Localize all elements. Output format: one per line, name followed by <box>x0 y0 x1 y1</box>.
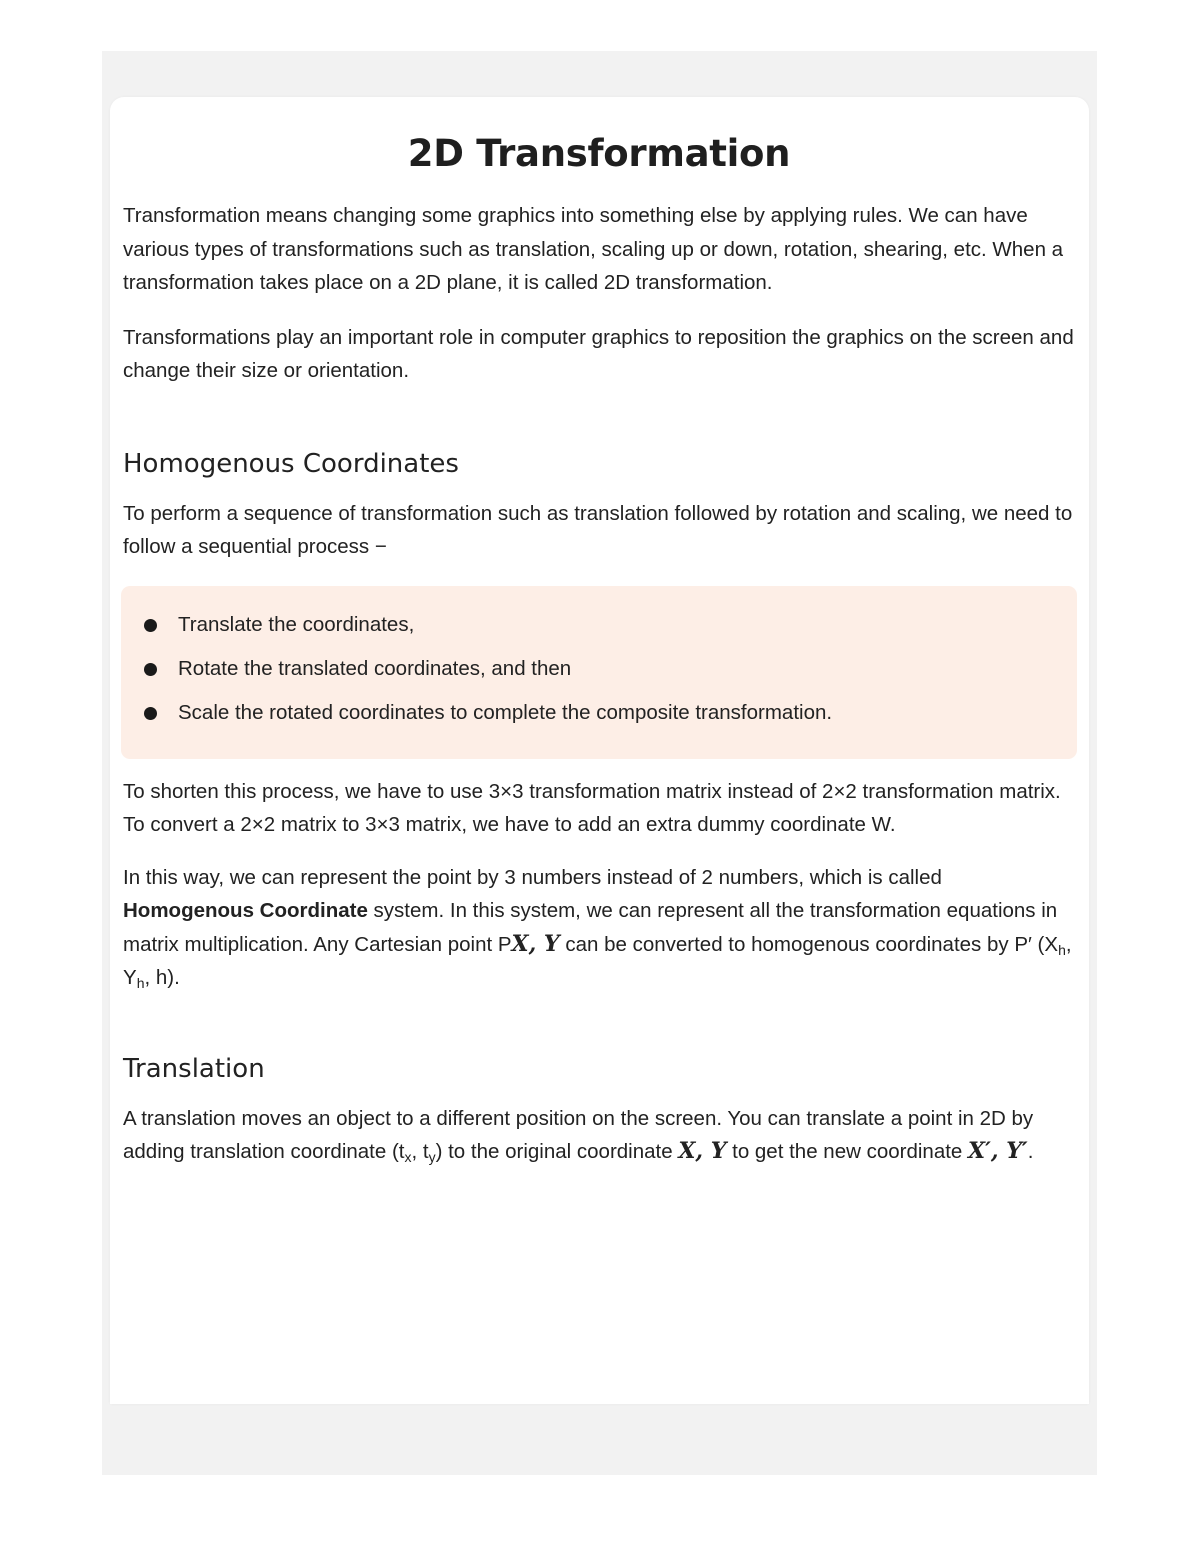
page-title: 2D Transformation <box>407 132 791 175</box>
text-segment: A translation moves an object to a different position on the screen. You can translate a point in 2D by adding translation coordinate (t <box>123 1106 1034 1163</box>
list-item-text: Rotate the translated coordinates, and then <box>178 656 572 680</box>
subscript: h <box>1058 941 1066 958</box>
math-point: X, Y <box>678 1138 727 1164</box>
text-segment: , Y <box>123 932 1072 989</box>
text-segment: to get the new coordinate <box>726 1140 969 1163</box>
intro-paragraph-2: Transformations play an important role in computer graphics to reposition the graphics on the screen and change their size or orientation. <box>123 325 1074 382</box>
section-heading-translation: Translation <box>123 1053 265 1084</box>
math-point: X, Y <box>511 930 560 957</box>
text-segment: system. In this system, we can represent all the transformation equations in matrix multiplication. Any Cartesian point P <box>123 899 1058 956</box>
bullet-icon <box>144 663 157 676</box>
article <box>123 128 1075 1169</box>
homogenous-paragraph-1: To perform a sequence of transformation such as translation followed by rotation and scaling, we need to follow a sequential process − <box>123 501 1073 558</box>
translation-paragraph-1 <box>123 1102 1075 1169</box>
math-point: X′, Y′ <box>968 1138 1028 1164</box>
subscript: x <box>404 1149 412 1165</box>
list-item <box>121 651 1077 695</box>
list-item-text: Translate the coordinates, <box>178 612 415 636</box>
steps-box <box>121 586 1077 759</box>
bullet-icon <box>144 619 157 632</box>
text-segment: . <box>1027 1140 1034 1163</box>
list-item <box>121 607 1077 651</box>
subscript: h <box>136 975 145 991</box>
homogenous-paragraph-3 <box>123 861 1075 995</box>
subscript: y <box>428 1149 436 1165</box>
text-segment: ) to the original coordinate <box>435 1140 679 1163</box>
bullet-icon <box>144 707 157 720</box>
text-segment: , t <box>411 1140 429 1163</box>
section-heading-homogenous: Homogenous Coordinates <box>123 448 459 479</box>
text-segment: In this way, we can represent the point by 3 numbers instead of 2 numbers, which is called <box>123 865 942 889</box>
text-segment: , h). <box>144 966 180 989</box>
list-item-text: Scale the rotated coordinates to complete the composite transformation. <box>178 700 833 724</box>
intro-paragraph-1: Transformation means changing some graphics into something else by applying rules. We can have various types of transformations such as translation, scaling up or down, rotation, shearing, etc. When a transformation takes place on a 2D plane, it is called 2D transformation. <box>123 204 1064 294</box>
homogenous-paragraph-2: To shorten this process, we have to use 3×3 transformation matrix instead of 2×2 transformation matrix. To convert a 2×2 matrix to 3×3 matrix, we have to add an extra dummy coordinate W. <box>123 779 1061 836</box>
bold-term: Homogenous Coordinate <box>123 899 368 922</box>
list-item <box>121 695 1077 739</box>
text-segment: can be converted to homogenous coordinates by P′ (X <box>559 932 1059 956</box>
